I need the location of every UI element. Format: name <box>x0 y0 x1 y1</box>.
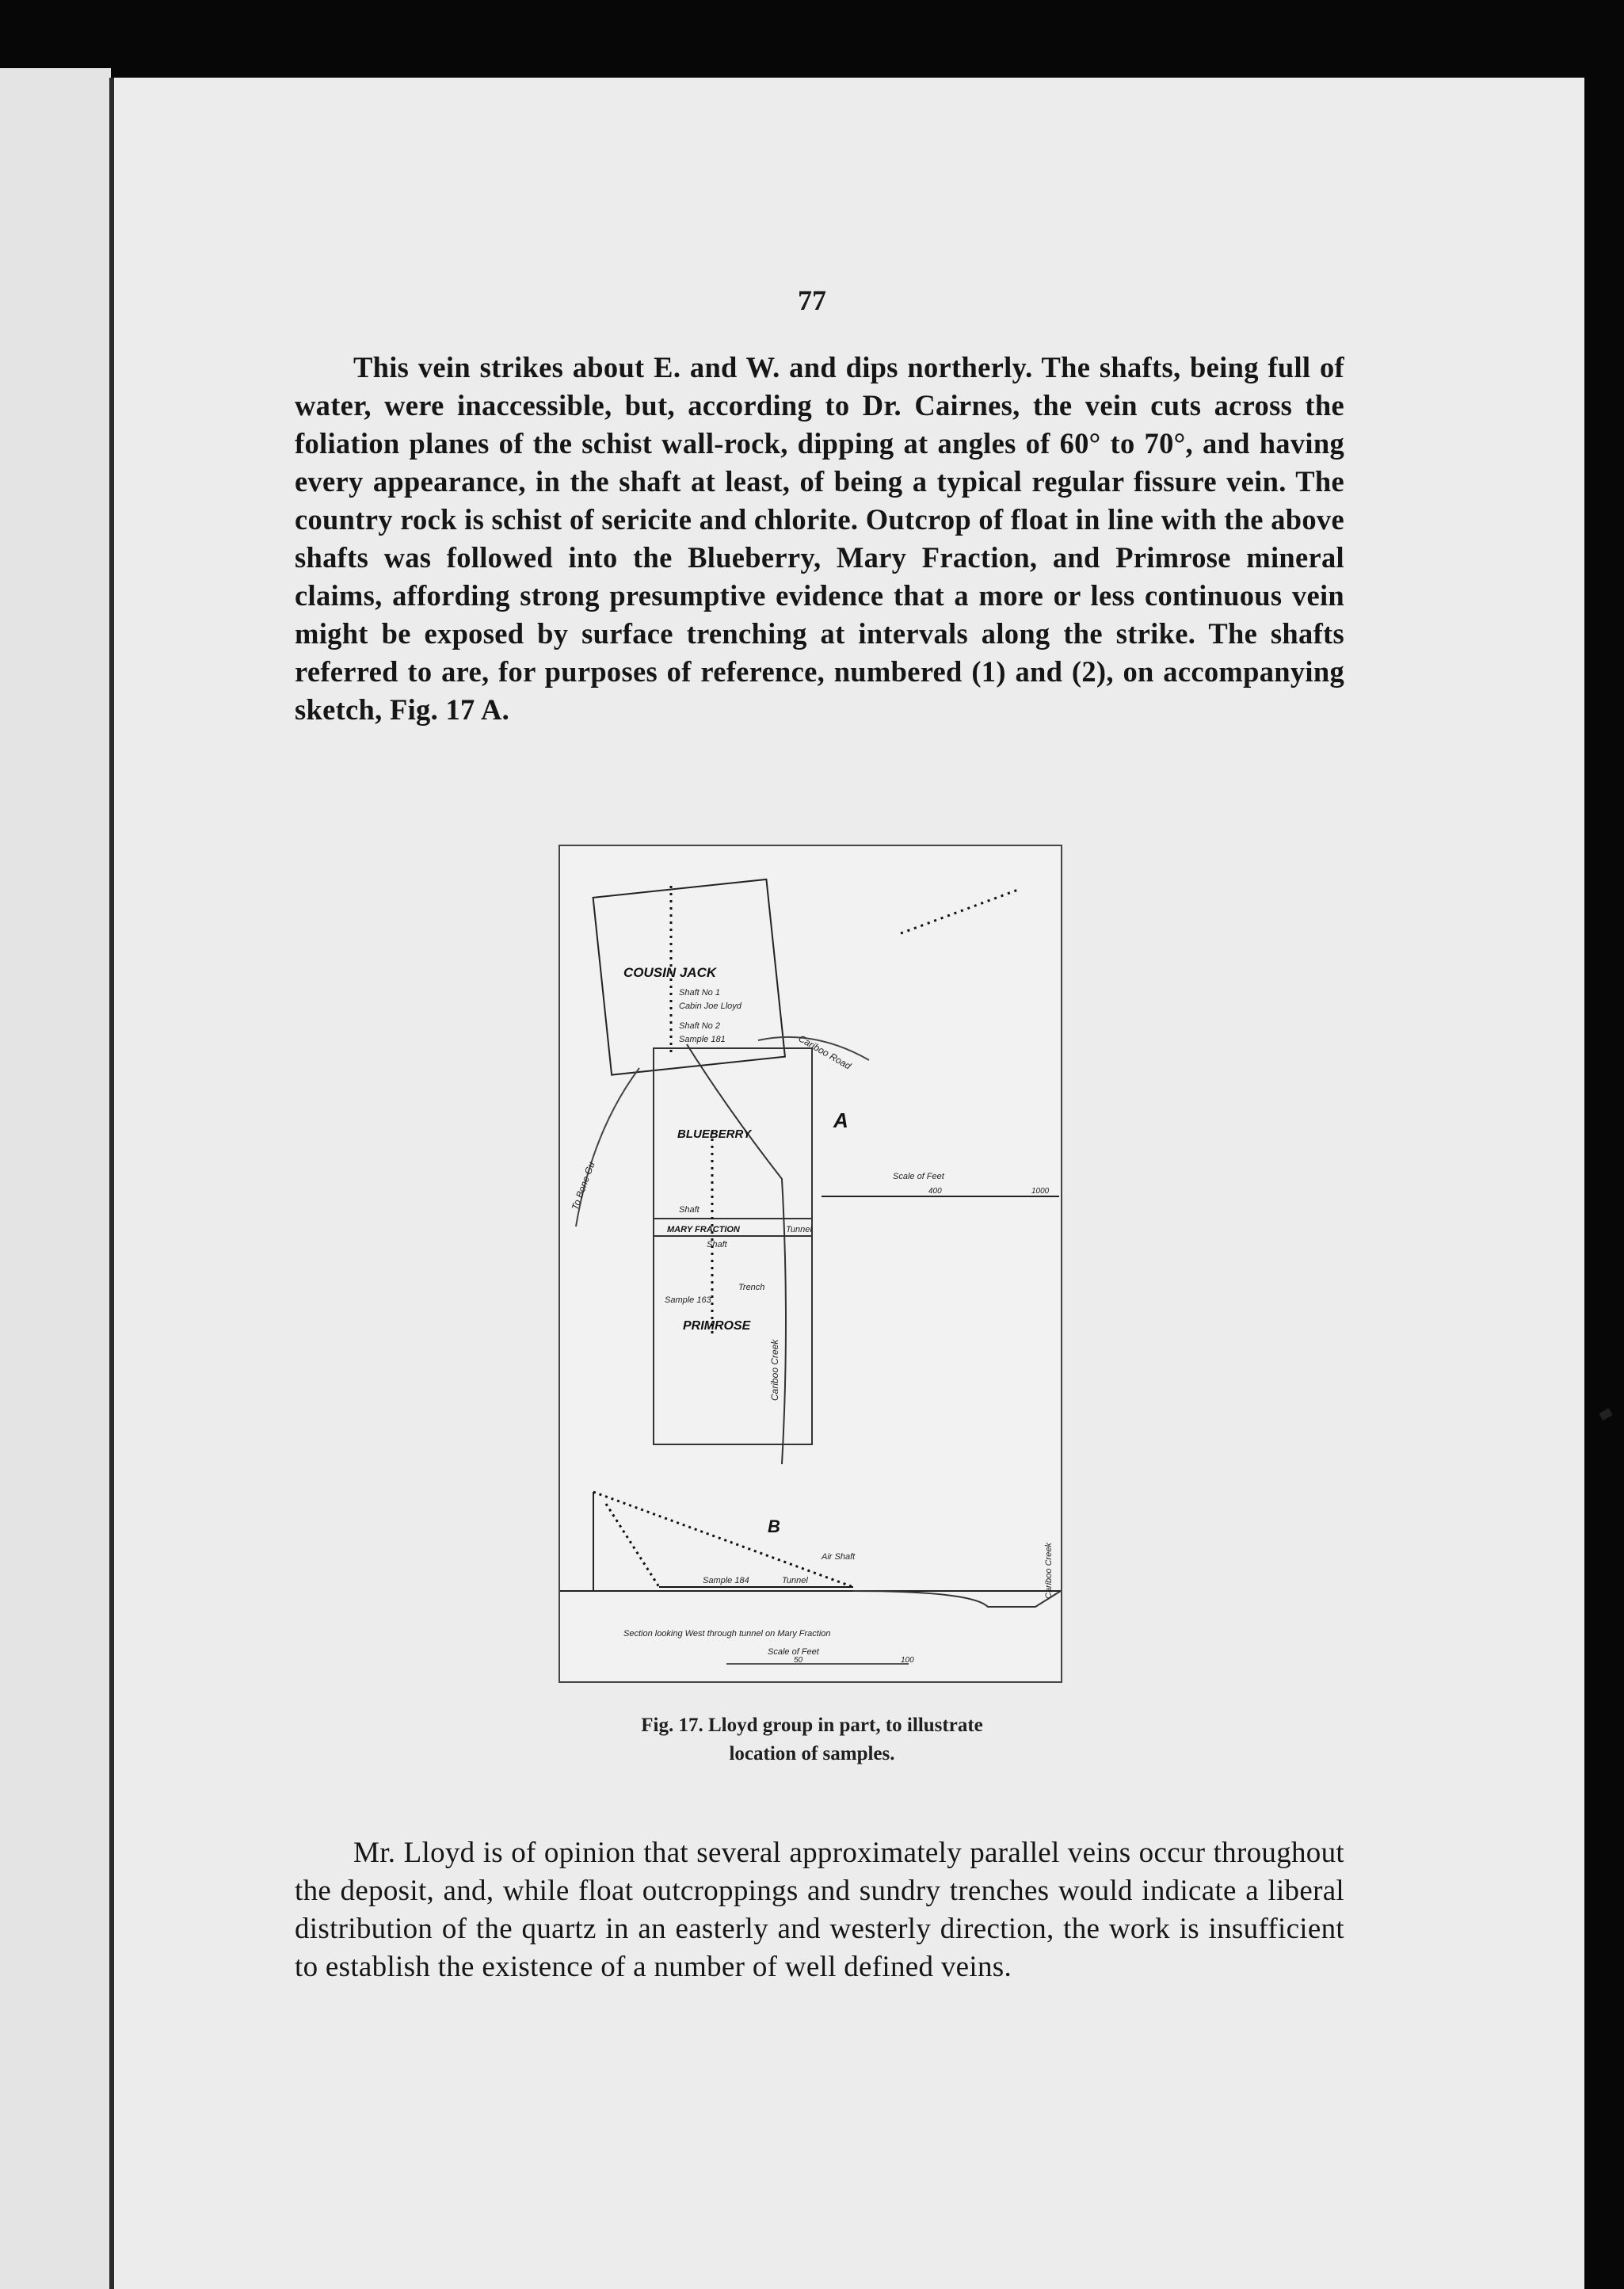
label-shaft-1: Shaft No 1 <box>679 988 720 998</box>
paragraph-1-text: This vein strikes about E. and W. and dips northerly. The shafts, being full of water, were inaccessible, but, according to Dr. Cairnes, the vein cuts across the foliation planes of the schist wall-rock, dipping at angles of 60° to 70°, and having every appearance, in the shaft at least, of being a typical regular fissure vein. The country rock is schist of sericite and chlorite. Outcrop of float in line with the above shafts was followed into the Blueberry, Mary Fraction, and Primrose mineral claims, affording strong presumptive evidence that a more or less continuous vein might be exposed by surface trenching at intervals along the strike. The shafts referred to are, for purposes of reference, numbered (1) and (2), on accompanying sketch, Fig. 17 A. <box>295 351 1344 726</box>
caption-line-1: Fig. 17. Lloyd group in part, to illustrate <box>641 1715 983 1736</box>
figure-map <box>558 845 1062 1683</box>
label-scale-a-right: 1000 <box>1031 1187 1050 1196</box>
map-drawing <box>560 846 1061 1681</box>
scan-left-strip <box>0 68 111 2289</box>
label-scale-b: Scale of Feet <box>768 1647 819 1657</box>
scan-artifact-mark <box>1599 1408 1612 1421</box>
label-scale-a: Scale of Feet <box>893 1172 944 1181</box>
label-to-bone-gulch: To Bone Gu <box>569 1160 597 1212</box>
label-a: A <box>833 1108 848 1132</box>
label-trench: Trench <box>738 1283 765 1292</box>
label-sample-184: Sample 184 <box>703 1576 749 1585</box>
label-tunnel-b: Tunnel <box>782 1576 808 1585</box>
vein-line-northeast <box>901 890 1018 933</box>
label-scale-b-right: 100 <box>901 1656 914 1665</box>
label-sample-181: Sample 181 <box>679 1035 726 1044</box>
label-tunnel: Tunnel <box>786 1225 812 1234</box>
page-binding-edge <box>109 78 114 2289</box>
road-to-bone-gulch <box>576 1068 639 1227</box>
label-shaft-2: Shaft No 2 <box>679 1021 720 1031</box>
label-cousin-jack: COUSIN JACK <box>623 965 717 980</box>
label-blueberry: BLUEBERRY <box>677 1127 752 1141</box>
claims-block-boundary <box>654 1048 812 1444</box>
section-b-vein <box>606 1504 659 1587</box>
label-b: B <box>768 1516 780 1536</box>
label-mary-fraction: MARY FRACTION <box>667 1225 740 1234</box>
label-primrose: PRIMROSE <box>683 1319 751 1333</box>
label-cariboo-creek-b: Cariboo Creek <box>1044 1543 1054 1599</box>
label-shaft-lower: Shaft <box>707 1240 727 1249</box>
label-sample-163: Sample 163 <box>665 1295 711 1305</box>
page-number: 77 <box>798 284 826 316</box>
label-scale-b-left: 50 <box>794 1656 803 1665</box>
section-b-slope <box>593 1492 853 1587</box>
label-shaft-upper: Shaft <box>679 1205 700 1215</box>
label-cariboo-road: Cariboo Road <box>796 1032 853 1072</box>
paragraph-vein-description <box>295 349 1344 729</box>
label-air-shaft: Air Shaft <box>822 1552 856 1562</box>
figure-caption <box>0 1711 1624 1768</box>
label-section: Section looking West through tunnel on Mary Fraction <box>623 1629 831 1639</box>
paragraph-2-text: Mr. Lloyd is of opinion that several approximately parallel veins occur throughout the deposit, and, while float outcroppings and sundry trenches would indicate a liberal distribution of the quartz in an easterly and westerly direction, the work is insufficient to establish the existence of a number of well defined veins. <box>295 1837 1344 1983</box>
label-cabin: Cabin Joe Lloyd <box>679 1001 741 1011</box>
paragraph-lloyd-opinion <box>295 1834 1344 1986</box>
section-b-creek-profile <box>853 1591 1061 1607</box>
label-cariboo-creek: Cariboo Creek <box>769 1339 780 1401</box>
caption-line-2: location of samples. <box>729 1743 895 1764</box>
label-scale-a-left: 400 <box>928 1187 942 1196</box>
